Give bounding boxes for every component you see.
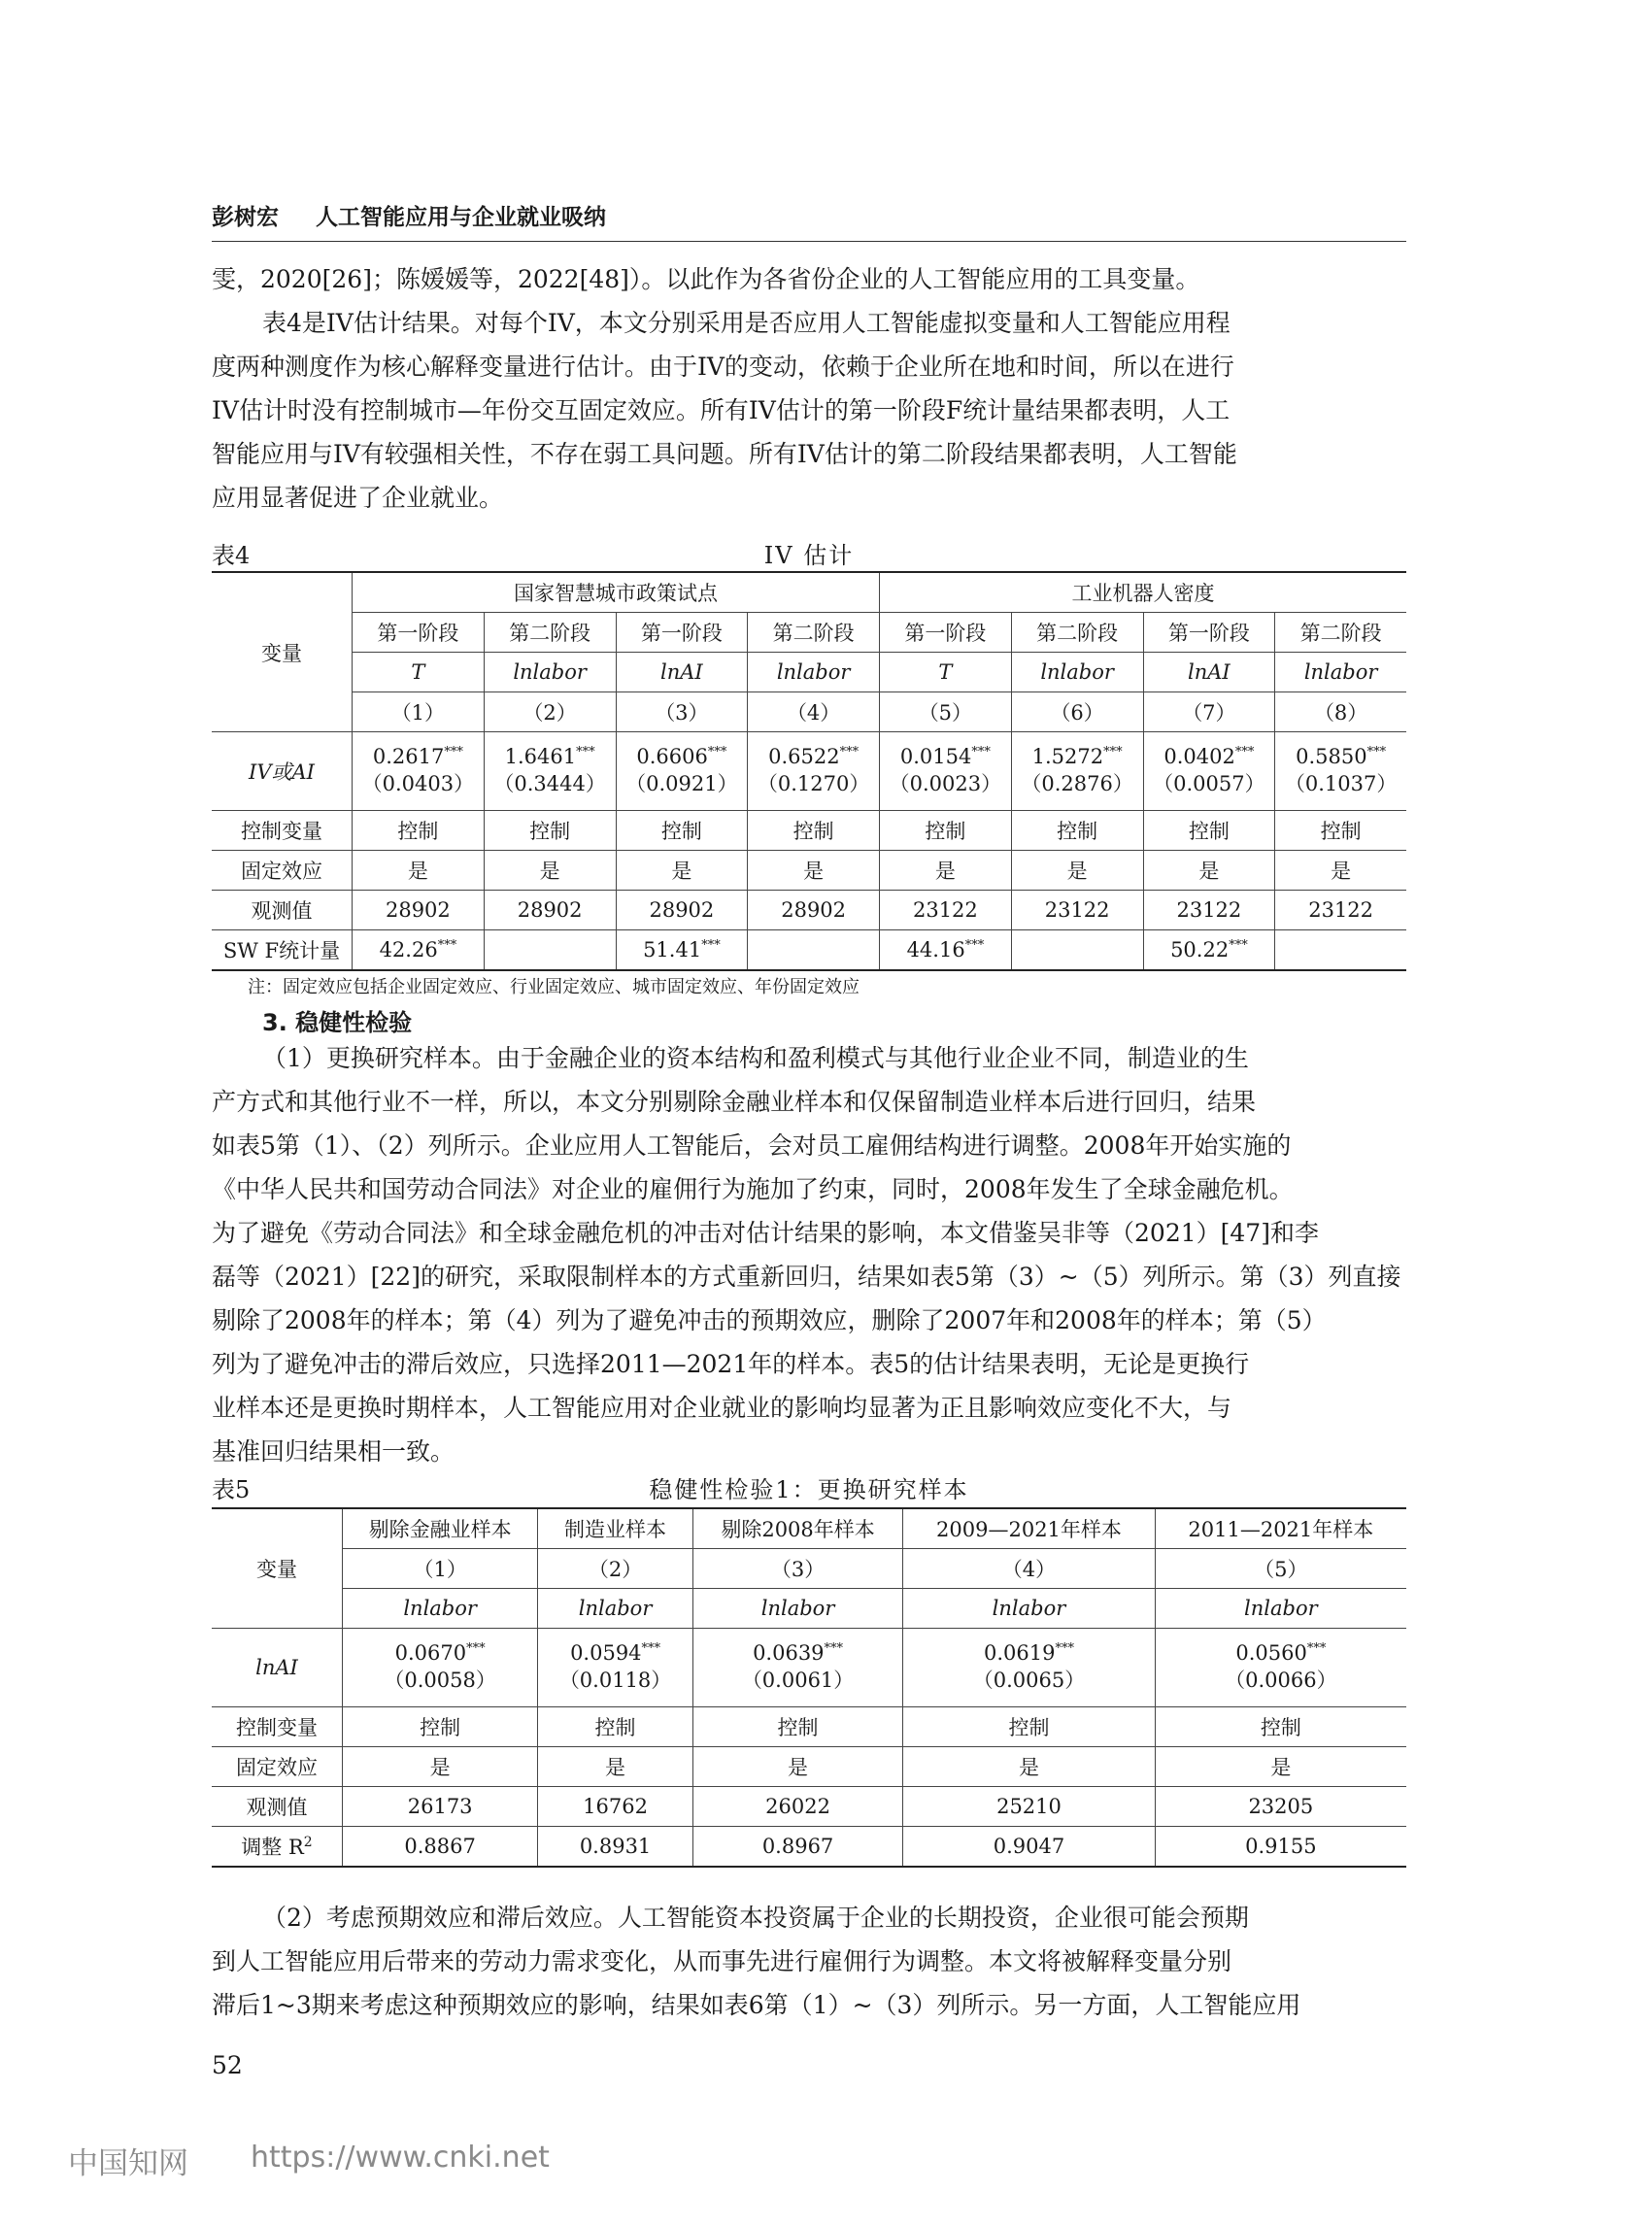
depvar-header: lnlabor bbox=[903, 1589, 1155, 1629]
obs-cell: 23205 bbox=[1155, 1787, 1406, 1827]
obs-cell: 28902 bbox=[616, 891, 748, 930]
row-label-fe: 固定效应 bbox=[212, 1747, 343, 1787]
text-line: 表4是IV估计结果。对每个IV，本文分别采用是否应用人工智能虚拟变量和人工智能应用程 bbox=[262, 309, 1231, 337]
fe-cell: 是 bbox=[538, 1747, 693, 1787]
coef-cell: 0.0154*** （0.0023） bbox=[880, 732, 1012, 811]
text-line: 列为了避免冲击的滞后效应，只选择2011—2021年的样本。表5的估计结果表明，无论是更换行 bbox=[212, 1350, 1250, 1378]
depvar-header: lnlabor bbox=[1011, 653, 1143, 692]
text-line: （1）更换研究样本。由于金融企业的资本结构和盈利模式与其他行业企业不同，制造业的生 bbox=[262, 1044, 1249, 1072]
table4-title: IV 估计 bbox=[763, 542, 855, 569]
swf-cell bbox=[1275, 930, 1406, 971]
col-number: （6） bbox=[1011, 692, 1143, 732]
col-number: （5） bbox=[880, 692, 1012, 732]
depvar-header: lnAI bbox=[616, 653, 748, 692]
r2-cell: 0.9155 bbox=[1155, 1827, 1406, 1868]
text-line: 剔除了2008年的样本；第（4）列为了避免冲击的预期效应，删除了2007年和2008年的样本；第（5） bbox=[212, 1306, 1327, 1334]
fe-cell: 是 bbox=[343, 1747, 538, 1787]
table5 bbox=[212, 1507, 1406, 1868]
group-header-robot-density: 工业机器人密度 bbox=[880, 572, 1407, 613]
paragraph-expectation-lag bbox=[212, 1896, 1406, 2027]
fe-cell: 是 bbox=[903, 1747, 1155, 1787]
swf-cell: 44.16*** bbox=[880, 930, 1012, 971]
text-line: 智能应用与IV有较强相关性，不存在弱工具问题。所有IV估计的第二阶段结果都表明，人工智能 bbox=[212, 440, 1237, 468]
col-number: （1） bbox=[343, 1549, 538, 1589]
coef-cell: 0.6606*** （0.0921） bbox=[616, 732, 748, 811]
row-label-obs: 观测值 bbox=[212, 891, 353, 930]
r2-cell: 0.8931 bbox=[538, 1827, 693, 1868]
controls-cell: 控制 bbox=[880, 811, 1012, 851]
depvar-header: lnlabor bbox=[1155, 1589, 1406, 1629]
col-number: （4） bbox=[748, 692, 880, 732]
paragraph-robustness bbox=[212, 1036, 1406, 1473]
text-line: 滞后1~3期来考虑这种预期效应的影响，结果如表6第（1）~（3）列所示。另一方面，人工智能应用 bbox=[212, 1991, 1301, 2019]
text-line: （2）考虑预期效应和滞后效应。人工智能资本投资属于企业的长期投资，企业很可能会预期 bbox=[262, 1904, 1249, 1932]
swf-cell: 50.22*** bbox=[1143, 930, 1275, 971]
swf-cell bbox=[484, 930, 616, 971]
stage-header: 第二阶段 bbox=[748, 613, 880, 653]
depvar-header: lnlabor bbox=[343, 1589, 538, 1629]
running-header bbox=[212, 199, 1406, 231]
coef-cell: 0.0619*** （0.0065） bbox=[903, 1629, 1155, 1707]
controls-cell: 控制 bbox=[1275, 811, 1406, 851]
fe-cell: 是 bbox=[484, 851, 616, 891]
stage-header: 第一阶段 bbox=[353, 613, 485, 653]
sample-header: 2009—2021年样本 bbox=[903, 1508, 1155, 1549]
row-label-controls: 控制变量 bbox=[212, 811, 353, 851]
coef-cell: 0.0560*** （0.0066） bbox=[1155, 1629, 1406, 1707]
col-number: （8） bbox=[1275, 692, 1406, 732]
obs-cell: 23122 bbox=[1011, 891, 1143, 930]
header-author: 彭树宏 bbox=[212, 205, 279, 230]
col-number: （7） bbox=[1143, 692, 1275, 732]
controls-cell: 控制 bbox=[484, 811, 616, 851]
var-header: 变量 bbox=[212, 572, 353, 732]
sample-header: 2011—2021年样本 bbox=[1155, 1508, 1406, 1549]
controls-cell: 控制 bbox=[1143, 811, 1275, 851]
swf-cell: 42.26*** bbox=[353, 930, 485, 971]
row-label-iv: IV或AI bbox=[212, 732, 353, 811]
row-label-obs: 观测值 bbox=[212, 1787, 343, 1827]
col-number: （5） bbox=[1155, 1549, 1406, 1589]
stage-header: 第二阶段 bbox=[484, 613, 616, 653]
table5-title: 稳健性检验1：更换研究样本 bbox=[649, 1476, 969, 1503]
obs-cell: 28902 bbox=[748, 891, 880, 930]
fe-cell: 是 bbox=[616, 851, 748, 891]
depvar-header: lnlabor bbox=[1275, 653, 1406, 692]
stage-header: 第一阶段 bbox=[880, 613, 1012, 653]
text-line: IV估计时没有控制城市—年份交互固定效应。所有IV估计的第一阶段F统计量结果都表明，人工 bbox=[212, 396, 1231, 424]
r2-cell: 0.8867 bbox=[343, 1827, 538, 1868]
obs-cell: 23122 bbox=[1275, 891, 1406, 930]
obs-cell: 25210 bbox=[903, 1787, 1155, 1827]
obs-cell: 26022 bbox=[692, 1787, 902, 1827]
row-label-lnai: lnAI bbox=[212, 1629, 343, 1707]
text-line: 为了避免《劳动合同法》和全球金融危机的冲击对估计结果的影响，本文借鉴吴非等（2021）[47]和李 bbox=[212, 1219, 1319, 1247]
coef-cell: 0.5850*** （0.1037） bbox=[1275, 732, 1406, 811]
col-number: （3） bbox=[692, 1549, 902, 1589]
coef-cell: 0.2617*** （0.0403） bbox=[353, 732, 485, 811]
obs-cell: 28902 bbox=[484, 891, 616, 930]
coef-cell: 0.0670*** （0.0058） bbox=[343, 1629, 538, 1707]
controls-cell: 控制 bbox=[616, 811, 748, 851]
text-line: 度两种测度作为核心解释变量进行估计。由于IV的变动，依赖于企业所在地和时间，所以在进行 bbox=[212, 353, 1234, 381]
controls-cell: 控制 bbox=[748, 811, 880, 851]
depvar-header: lnlabor bbox=[748, 653, 880, 692]
text-line: 到人工智能应用后带来的劳动力需求变化，从而事先进行雇佣行为调整。本文将被解释变量分别 bbox=[212, 1947, 1232, 1975]
depvar-header: lnlabor bbox=[538, 1589, 693, 1629]
obs-cell: 23122 bbox=[1143, 891, 1275, 930]
table4-note: 注：固定效应包括企业固定效应、行业固定效应、城市固定效应、年份固定效应 bbox=[248, 977, 860, 997]
r2-cell: 0.8967 bbox=[692, 1827, 902, 1868]
col-number: （3） bbox=[616, 692, 748, 732]
page-number: 52 bbox=[212, 2051, 243, 2079]
cnki-url-link[interactable]: https://www.cnki.net bbox=[251, 2141, 550, 2175]
text-line: 《中华人民共和国劳动合同法》对企业的雇佣行为施加了约束，同时，2008年发生了全球金融危机。 bbox=[212, 1175, 1294, 1203]
coef-cell: 0.0594*** （0.0118） bbox=[538, 1629, 693, 1707]
text-line: 磊等（2021）[22]的研究，采取限制样本的方式重新回归，结果如表5第（3）~（5）列所示。第（3）列直接 bbox=[212, 1263, 1401, 1291]
depvar-header: T bbox=[880, 653, 1012, 692]
obs-cell: 23122 bbox=[880, 891, 1012, 930]
group-header-smart-city: 国家智慧城市政策试点 bbox=[353, 572, 880, 613]
text-line: 雯，2020[26]；陈媛媛等，2022[48]）。以此作为各省份企业的人工智能应用的工具变量。 bbox=[212, 265, 1200, 293]
fe-cell: 是 bbox=[1155, 1747, 1406, 1787]
fe-cell: 是 bbox=[692, 1747, 902, 1787]
depvar-header: lnAI bbox=[1143, 653, 1275, 692]
swf-cell: 51.41*** bbox=[616, 930, 748, 971]
stage-header: 第一阶段 bbox=[616, 613, 748, 653]
fe-cell: 是 bbox=[880, 851, 1012, 891]
coef-cell: 1.5272*** （0.2876） bbox=[1011, 732, 1143, 811]
row-label-fe: 固定效应 bbox=[212, 851, 353, 891]
text-line: 产方式和其他行业不一样，所以，本文分别剔除金融业样本和仅保留制造业样本后进行回归，结果 bbox=[212, 1088, 1257, 1116]
paragraph-iv-intro bbox=[212, 257, 1406, 520]
controls-cell: 控制 bbox=[692, 1707, 902, 1747]
coef-cell: 0.6522*** （0.1270） bbox=[748, 732, 880, 811]
table4 bbox=[212, 571, 1406, 971]
r2-cell: 0.9047 bbox=[903, 1827, 1155, 1868]
text-line: 基准回归结果相一致。 bbox=[212, 1437, 455, 1466]
coef-cell: 0.0402*** （0.0057） bbox=[1143, 732, 1275, 811]
text-line: 应用显著促进了企业就业。 bbox=[212, 484, 504, 512]
text-line: 业样本还是更换时期样本，人工智能应用对企业就业的影响均显著为正且影响效应变化不大，与 bbox=[212, 1394, 1232, 1422]
table5-number: 表5 bbox=[212, 1476, 251, 1503]
cnki-logo: 中国知网 bbox=[68, 2146, 188, 2181]
swf-cell bbox=[1011, 930, 1143, 971]
header-title: 人工智能应用与企业就业吸纳 bbox=[316, 205, 607, 230]
var-header: 变量 bbox=[212, 1508, 343, 1629]
sample-header: 制造业样本 bbox=[538, 1508, 693, 1549]
obs-cell: 26173 bbox=[343, 1787, 538, 1827]
controls-cell: 控制 bbox=[1155, 1707, 1406, 1747]
depvar-header: T bbox=[353, 653, 485, 692]
fe-cell: 是 bbox=[353, 851, 485, 891]
stage-header: 第二阶段 bbox=[1011, 613, 1143, 653]
coef-cell: 0.0639*** （0.0061） bbox=[692, 1629, 902, 1707]
stage-header: 第一阶段 bbox=[1143, 613, 1275, 653]
col-number: （4） bbox=[903, 1549, 1155, 1589]
fe-cell: 是 bbox=[1143, 851, 1275, 891]
row-label-controls: 控制变量 bbox=[212, 1707, 343, 1747]
swf-cell bbox=[748, 930, 880, 971]
section-heading: 3. 稳健性检验 bbox=[262, 1009, 413, 1036]
controls-cell: 控制 bbox=[538, 1707, 693, 1747]
row-label-r2: 调整 $R^2$ bbox=[212, 1827, 343, 1868]
table4-number: 表4 bbox=[212, 542, 251, 569]
controls-cell: 控制 bbox=[1011, 811, 1143, 851]
fe-cell: 是 bbox=[1011, 851, 1143, 891]
depvar-header: lnlabor bbox=[484, 653, 616, 692]
row-label-swf: SW F统计量 bbox=[212, 930, 353, 971]
col-number: （2） bbox=[538, 1549, 693, 1589]
sample-header: 剔除金融业样本 bbox=[343, 1508, 538, 1549]
controls-cell: 控制 bbox=[903, 1707, 1155, 1747]
controls-cell: 控制 bbox=[343, 1707, 538, 1747]
fe-cell: 是 bbox=[748, 851, 880, 891]
header-rule bbox=[212, 241, 1406, 242]
depvar-header: lnlabor bbox=[692, 1589, 902, 1629]
col-number: （2） bbox=[484, 692, 616, 732]
fe-cell: 是 bbox=[1275, 851, 1406, 891]
sample-header: 剔除2008年样本 bbox=[692, 1508, 902, 1549]
text-line: 如表5第（1）、（2）列所示。企业应用人工智能后，会对员工雇佣结构进行调整。2008年开始实施的 bbox=[212, 1131, 1292, 1160]
coef-cell: 1.6461*** （0.3444） bbox=[484, 732, 616, 811]
controls-cell: 控制 bbox=[353, 811, 485, 851]
stage-header: 第二阶段 bbox=[1275, 613, 1406, 653]
col-number: （1） bbox=[353, 692, 485, 732]
obs-cell: 28902 bbox=[353, 891, 485, 930]
obs-cell: 16762 bbox=[538, 1787, 693, 1827]
